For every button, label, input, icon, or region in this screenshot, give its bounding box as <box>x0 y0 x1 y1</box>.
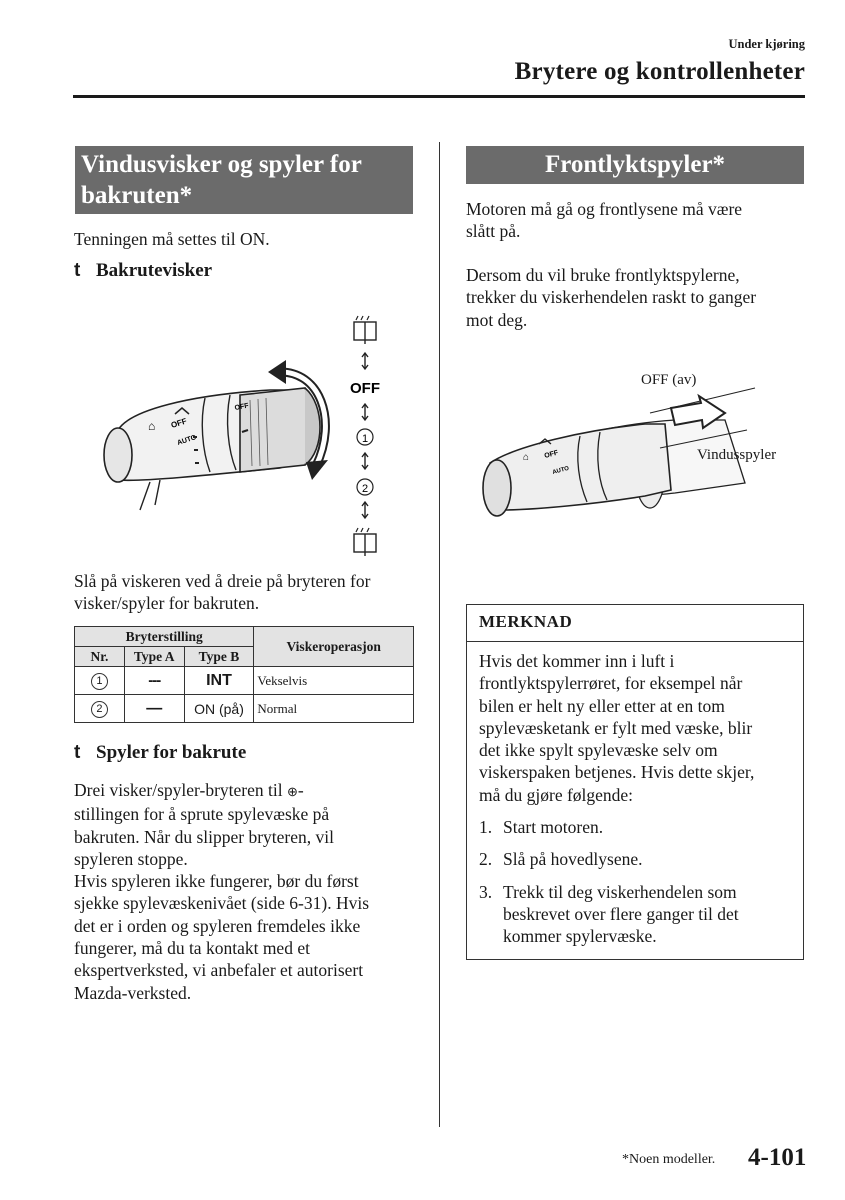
position-1-label: 1 <box>361 433 369 445</box>
table-header-type-b: Type B <box>184 647 254 667</box>
text-line: Dersom du vil bruke frontlyktspylerne, <box>466 265 740 285</box>
text-line: visker/spyler for bakruten. <box>74 593 260 614</box>
up-down-arrow-icon <box>362 404 368 420</box>
rear-wiper-position-sequence <box>350 316 380 556</box>
washer-symbol-icon: ⊕ <box>286 784 298 799</box>
text-line: frontlyktspylerrøret, for eksempel når <box>479 673 743 694</box>
text-line: trekker du viskerhendelen raskt to ganger <box>466 287 757 308</box>
stalk-end-cap <box>104 428 132 482</box>
ignition-note: Tenningen må settes til ON. <box>74 229 270 249</box>
rear-wiper-stalk-diagram <box>90 310 410 560</box>
up-down-arrow-icon <box>362 502 368 518</box>
table-cell-type-b: INT <box>184 667 254 695</box>
note-steps <box>479 816 791 947</box>
text-line: det ikke spylt spylevæske selv om <box>479 740 718 761</box>
text-line: bakruten. Når du slipper bryteren, vil <box>74 826 334 847</box>
rotation-arrow-head-bottom <box>306 460 328 480</box>
list-item <box>479 881 791 948</box>
section-label: Under kjøring <box>728 37 805 51</box>
text-line: Trekk til deg viskerhendelen som <box>503 881 737 902</box>
table-header-nr: Nr. <box>75 647 125 667</box>
text-line: må du gjøre følgende: <box>479 784 634 805</box>
ring-off-marking: OFF <box>234 402 250 412</box>
table-cell-type-b: ON (på) <box>184 695 254 723</box>
header-rule <box>73 95 805 98</box>
rear-wiper-subheading-text: Bakrutevisker <box>96 260 213 281</box>
text-line: Motoren må gå og frontlysene må være <box>466 199 743 219</box>
row-number-circle: 1 <box>91 673 108 690</box>
note-body <box>467 642 803 956</box>
bullet-marker: t <box>74 742 81 763</box>
rear-washer-subheading-text: Spyler for bakrute <box>96 742 247 763</box>
text-line: viskerspaken betjenes. Hvis dette skjer, <box>479 762 755 783</box>
switch-position-table <box>74 626 414 723</box>
footnote: *Noen modeller. <box>622 1152 716 1167</box>
table-header-type-a: Type A <box>124 647 184 667</box>
column-divider <box>439 142 440 1127</box>
front-wiper-symbol-icon: ⌂ <box>148 419 156 433</box>
step-number: 2. <box>479 849 493 870</box>
text-line: Slå på viskeren ved å dreie på bryteren for <box>74 571 371 591</box>
table-cell-nr <box>75 695 125 723</box>
rear-washer-top-icon <box>354 316 376 344</box>
text-line: sjekke spylevæskenivået (side 6-31). Hvis <box>74 893 370 914</box>
table-row <box>75 667 414 695</box>
rear-wiper-subheading <box>74 260 212 282</box>
rotation-arrow-head-top <box>268 360 286 384</box>
stalk-auto-marking: AUTO <box>551 465 570 476</box>
stalk-off-marking: OFF <box>543 449 560 460</box>
headlight-washer-heading: Frontlyktspyler* <box>466 146 804 184</box>
front-wiper-symbol-icon: ⌂ <box>523 452 530 463</box>
note-title: MERKNAD <box>467 605 803 642</box>
table-cell-operation: Vekselvis <box>254 667 414 695</box>
off-position-label: OFF <box>350 380 380 397</box>
text-line: Mazda-verksted. <box>74 982 192 1003</box>
text-line: Drei visker/spyler-bryteren til ⊕- <box>74 780 304 800</box>
table-group-header: Bryterstilling <box>75 627 254 647</box>
text-line: mot deg. <box>466 309 528 330</box>
table-cell-operation: Normal <box>254 695 414 723</box>
rear-wiper-heading: Vindusvisker og spyler for bakruten* <box>75 146 413 214</box>
off-position-label: OFF (av) <box>641 372 697 388</box>
table-cell-type-a: — <box>124 695 184 723</box>
stalk-off-marking: OFF <box>169 416 188 430</box>
rear-washer-body <box>74 779 419 1004</box>
rear-wiper-instruction <box>74 570 370 615</box>
text-line: det er i orden og spyleren fremdeles ikke <box>74 915 361 936</box>
table-row <box>75 695 414 723</box>
text-line: Start motoren. <box>503 817 604 838</box>
up-down-arrow-icon <box>362 353 368 369</box>
windshield-washer-label: Vindusspyler <box>697 447 777 463</box>
text-line: beskrevet over flere ganger til det <box>503 903 739 924</box>
stalk-auto-marking: AUTO <box>176 434 198 447</box>
text-line: stillingen for å sprute spylevæske på <box>74 804 330 825</box>
position-2-label: 2 <box>361 483 369 495</box>
text-span: Drei visker/spyler-bryteren til <box>74 780 283 800</box>
note-box <box>466 604 804 960</box>
up-down-arrow-icon <box>362 453 368 469</box>
row-number-circle: 2 <box>91 701 108 718</box>
text-line: ekspertverksted, vi anbefaler et autorisert <box>74 960 364 981</box>
headlight-requirement <box>466 198 742 243</box>
page-number: 4-101 <box>748 1144 807 1171</box>
headlight-instruction <box>466 264 756 331</box>
text-line: Hvis spyleren ikke fungerer, bør du først <box>74 871 359 892</box>
page-title: Brytere og kontrollenheter <box>514 58 805 85</box>
table-header-operation: Viskeroperasjon <box>254 627 414 667</box>
text-line: spyleren stoppe. <box>74 848 188 869</box>
step-number: 1. <box>479 817 493 838</box>
bullet-marker: t <box>74 260 81 281</box>
stalk-end-cap <box>483 460 511 516</box>
list-item <box>479 848 791 870</box>
table-cell-type-a: --- <box>124 667 184 695</box>
stalk-base-lines <box>140 480 160 510</box>
step-number: 3. <box>479 881 493 902</box>
rear-washer-subheading <box>74 742 246 764</box>
text-line: Slå på hovedlysene. <box>503 849 643 870</box>
text-line: kommer spylervæske. <box>503 926 657 947</box>
text-line: spylevæsketank er fylt med væske, blir <box>479 717 753 738</box>
list-item <box>479 816 791 838</box>
text-line: slått på. <box>466 221 521 242</box>
table-cell-nr <box>75 667 125 695</box>
text-line: Hvis det kommer inn i luft i <box>479 651 675 671</box>
text-line: bilen er helt ny eller etter at en tom <box>479 695 725 716</box>
text-line: fungerer, må du ta kontakt med et <box>74 938 310 959</box>
rear-washer-bottom-icon <box>354 528 376 556</box>
